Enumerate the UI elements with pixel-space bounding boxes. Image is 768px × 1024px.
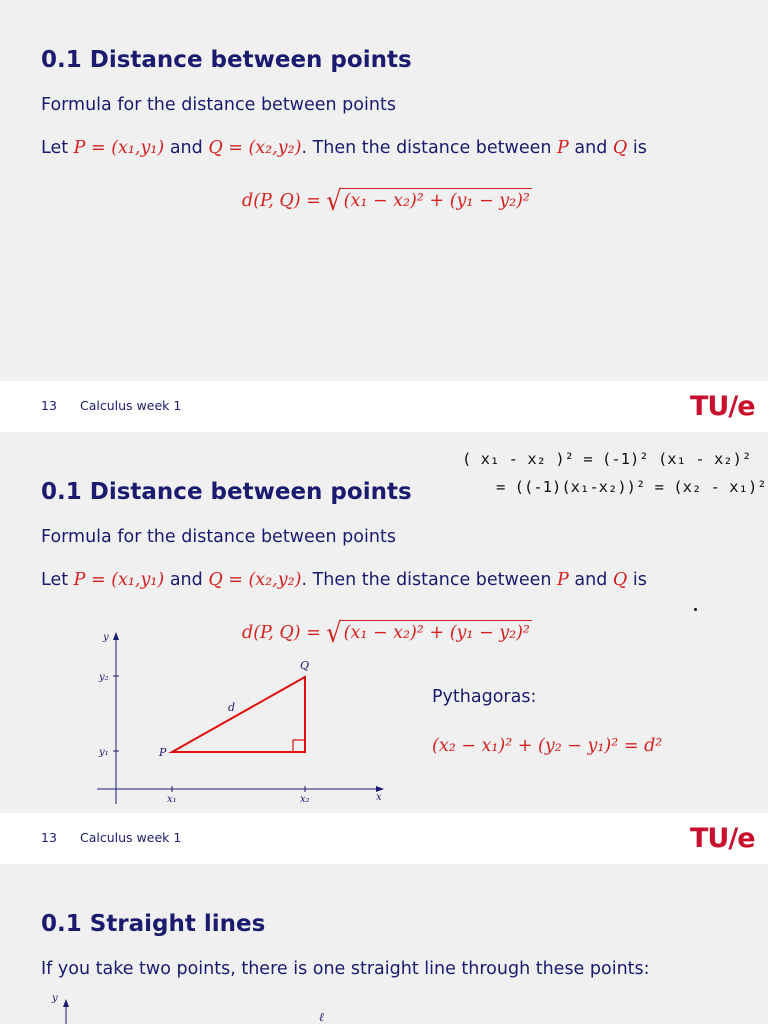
course-title: Calculus week 1: [80, 398, 182, 413]
distance-d-label: d: [228, 701, 236, 714]
distance-formula: d(P, Q) = √ (x₁ − x₂)² + (y₁ − y₂)²: [242, 184, 530, 218]
slide-subtitle: Formula for the distance between points: [41, 527, 396, 547]
slide-title: 0.1 Straight lines: [41, 911, 266, 937]
sqrt-symbol: √: [326, 616, 342, 650]
x-axis-label: x: [376, 792, 382, 803]
x1-label: x₁: [167, 794, 177, 805]
point-p-label: P: [159, 746, 167, 759]
p-definition: P = (x₁,y₁): [73, 138, 165, 158]
sqrt-symbol: √: [326, 184, 342, 218]
line-ell-label: ℓ: [319, 1010, 324, 1024]
tue-logo: TU/e: [690, 823, 755, 854]
y-axis-arrow: [113, 632, 119, 640]
slide-2: [0, 432, 768, 813]
slide-3: [0, 864, 768, 1024]
slide-1: [0, 0, 768, 381]
tue-logo: TU/e: [690, 391, 755, 422]
slide-footer: [0, 813, 768, 864]
straight-line-diagram: [0, 864, 768, 1024]
pythagoras-equation: (x₂ − x₁)² + (y₂ − y₁)² = d²: [432, 736, 663, 756]
point-q-label: Q: [300, 659, 310, 672]
course-title: Calculus week 1: [80, 830, 182, 845]
distance-formula: d(P, Q) = √ (x₁ − x₂)² + (y₁ − y₂)²: [242, 616, 530, 650]
slide-title: 0.1 Distance between points: [41, 479, 412, 505]
y1-label: y₁: [99, 747, 109, 758]
formula-radicand: (x₁ − x₂)² + (y₁ − y₂)²: [342, 188, 532, 212]
page-number: 13: [41, 398, 57, 413]
slide-lead-text: If you take two points, there is one straight line through these points:: [41, 959, 650, 979]
y-axis-arrow: [63, 999, 69, 1007]
page-number: 13: [41, 830, 57, 845]
let-statement: Let P = (x₁,y₁) and Q = (x₂,y₂). Then the distance between P and Q is: [41, 570, 647, 590]
x2-label: x₂: [300, 794, 310, 805]
right-triangle: [172, 677, 305, 752]
right-angle-marker: [293, 740, 305, 752]
slide-title: 0.1 Distance between points: [41, 47, 412, 73]
p-definition: P = (x₁,y₁): [73, 570, 165, 590]
handwritten-note-line1: ( x₁ - x₂ )² = (-1)² (x₁ - x₂)²: [462, 450, 752, 468]
let-statement: Let P = (x₁,y₁) and Q = (x₂,y₂). Then the distance between P and Q is: [41, 138, 647, 158]
slide-subtitle: Formula for the distance between points: [41, 95, 396, 115]
handwritten-note-line2: = ((-1)(x₁-x₂))² = (x₂ - x₁)²: [496, 478, 767, 496]
pythagoras-label: Pythagoras:: [432, 687, 537, 707]
y-axis-label: y: [52, 993, 58, 1004]
y2-label: y₂: [99, 672, 109, 683]
y-axis-label: y: [103, 632, 109, 643]
q-definition: Q = (x₂,y₂): [208, 570, 302, 590]
slide-footer: [0, 381, 768, 432]
q-definition: Q = (x₂,y₂): [208, 138, 302, 158]
formula-radicand: (x₁ − x₂)² + (y₁ − y₂)²: [342, 620, 532, 644]
